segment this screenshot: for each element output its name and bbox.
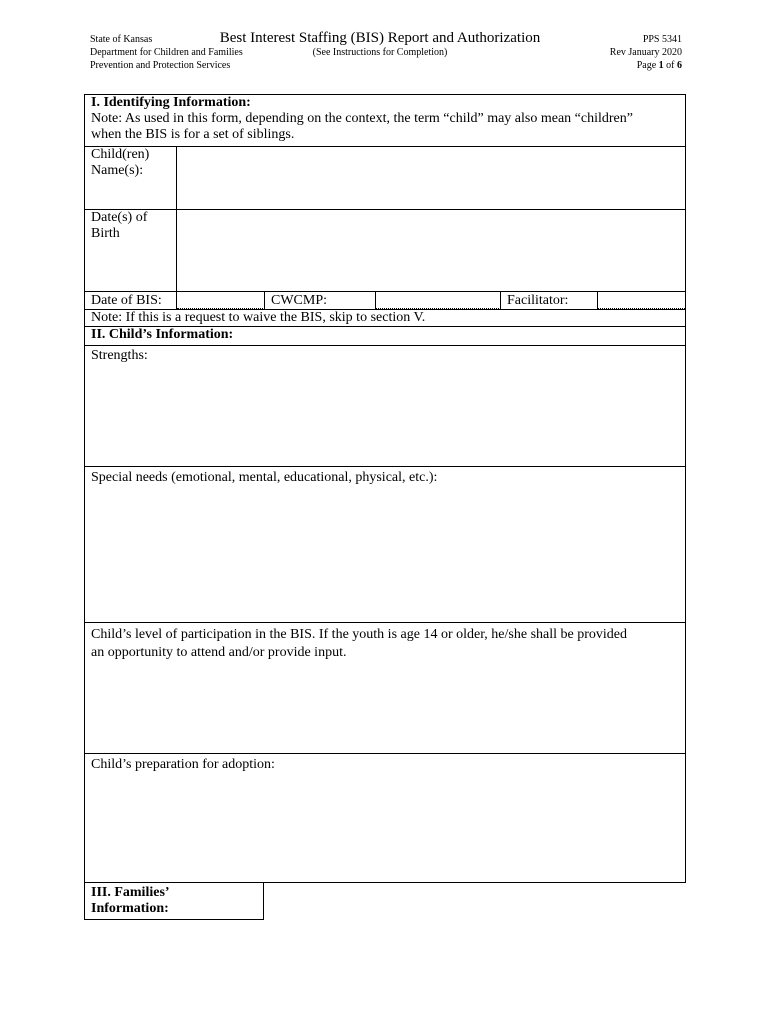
division-name: Prevention and Protection Services [90, 60, 231, 71]
dob-label [85, 210, 177, 291]
revision-date: Rev January 2020 [609, 47, 682, 58]
date-of-birth-field[interactable] [177, 210, 685, 291]
names-label-line-1: Child(ren) [91, 147, 150, 162]
child-names-field[interactable] [177, 147, 685, 209]
special-needs-label: Special needs (emotional, mental, educational, physical, etc.): [91, 470, 438, 485]
form-meta [610, 30, 682, 72]
page-of: of [663, 60, 677, 71]
names-row [84, 147, 686, 210]
section-1-header [84, 94, 686, 147]
strengths-label: Strengths: [91, 348, 148, 363]
page-prefix: Page [636, 60, 659, 71]
special-needs-box[interactable] [84, 467, 686, 623]
department-name: Department for Children and Families [90, 47, 243, 58]
cwcmp-field[interactable] [376, 292, 501, 309]
names-label-line-2: Name(s): [91, 163, 144, 178]
adoption-prep-label: Child’s preparation for adoption: [91, 757, 275, 772]
dob-label-line-2: Birth [91, 226, 120, 241]
waive-note-row [84, 310, 686, 327]
waive-note: Note: If this is a request to waive the BIS, skip to section V. [91, 310, 426, 325]
facilitator-label: Facilitator: [501, 292, 598, 309]
facilitator-field[interactable] [598, 292, 685, 309]
date-of-bis-field[interactable] [177, 292, 265, 309]
page-number: 1 [658, 60, 664, 71]
participation-line-2: an opportunity to attend and/or provide input. [91, 645, 347, 660]
names-label [85, 147, 177, 209]
strengths-box[interactable] [84, 346, 686, 467]
dob-row [84, 210, 686, 292]
section-1-title: I. Identifying Information: [91, 95, 251, 110]
section-2-header [84, 327, 686, 346]
adoption-prep-box[interactable] [84, 754, 686, 883]
form-subtitle: (See Instructions for Completion) [312, 47, 448, 58]
state-name: State of Kansas [90, 34, 153, 45]
participation-line-1: Child’s level of participation in the BIS. If the youth is age 14 or older, he/she shall be provided [91, 627, 627, 642]
form-number: PPS 5341 [642, 34, 682, 45]
child-note-line-1: Note: As used in this form, depending on the context, the term “child” may also mean “children” [91, 111, 633, 126]
title-block [90, 30, 682, 59]
page-indicator [610, 59, 682, 72]
dob-label-line-1: Date(s) of [91, 210, 148, 225]
participation-label [85, 623, 685, 662]
date-of-bis-label: Date of BIS: [85, 292, 177, 309]
bis-details-row [84, 292, 686, 310]
bis-form [84, 94, 686, 883]
section-2-title: II. Child’s Information: [91, 327, 234, 342]
page-total: 6 [677, 60, 682, 71]
section-3-header [84, 883, 264, 920]
section-3-title-line-1: III. Families’ [91, 885, 170, 900]
form-title: Best Interest Staffing (BIS) Report and Authorization [219, 30, 541, 46]
cwcmp-label: CWCMP: [265, 292, 376, 309]
section-3-title-line-2: Information: [91, 901, 169, 916]
child-note-line-2: when the BIS is for a set of siblings. [91, 127, 295, 142]
participation-box[interactable] [84, 623, 686, 754]
